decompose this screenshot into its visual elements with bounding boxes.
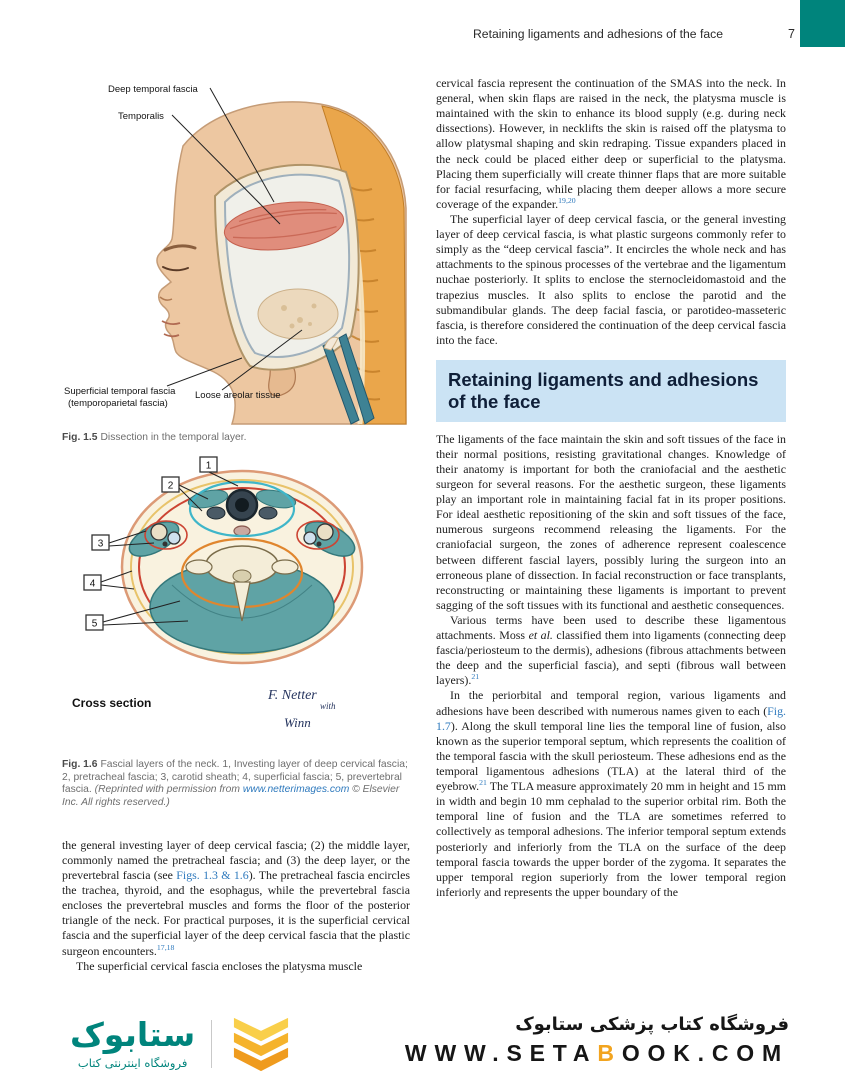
- store-url[interactable]: [405, 1040, 789, 1067]
- right-body-text-bottom: [436, 432, 786, 900]
- figure-caption-credit: [62, 784, 399, 808]
- text-run: the general investing layer of deep cervical fascia; (2) the middle layer, commonly named the pretracheal fascia; and (3) the deep layer, or the prevertebral fascia (see: [62, 837, 410, 883]
- footer-banner: [0, 1010, 845, 1080]
- text-run: cervical fascia represent the continuation of the SMAS into the neck. In general, when skin flaps are raised in the neck, the platysma muscle is maintained with the skin to enhance its blood supply (e.g. during neck dissections). However, in necklifts the skin is raised off the platysma to allow platysmal shaping and skin redraping. Tissue expanders placed in the neck could be placed either deep or superficial to the platysma. Placing them superficially will create thinner flaps that are more suitable for facial resurfacing, while placing them deeper allows a more secure coverage of the expander.: [436, 76, 786, 211]
- cross-reference-link[interactable]: Figs. 1.3 & 1.6: [176, 868, 249, 883]
- running-title: Retaining ligaments and adhesions of the face: [472, 27, 723, 41]
- right-body-text-top: [436, 76, 786, 348]
- logo-tagline: فروشگاه اینترنتی کتاب: [77, 1056, 188, 1071]
- body-paragraph: [436, 432, 786, 613]
- artist-signature-with: with: [320, 700, 336, 711]
- figure-caption-label: Fig. 1.6: [62, 758, 98, 770]
- text-run: The ligaments of the face maintain the skin and soft tissues of the face in their normal positions, resisting gravitational changes. Knowledge of their anatomy is important for both the craniofacial and the aesthetic surgeon for several reasons. For the aesthetic surgeon, these ligaments play an important role in maintaining facial fat in its proper positions. For ideal aesthetic repositioning of the skin and soft tissues of the face, numerous surgeons recommend releasing the ligaments. For the craniofacial surgeon, the zones of adherence represent coalescence between different fascial layers, possibly luring the surgeon into an erroneous plane of dissection. In facial reconstruction or face transplants, reconstructing or maintaining these ligaments is important to prevent sagging of the soft tissues with its functional and aesthetic consequences.: [436, 431, 786, 612]
- page-number: 7: [788, 27, 795, 41]
- artist-signature: F. Netter: [268, 687, 317, 703]
- logo-text-block: [70, 1014, 196, 1071]
- left-body-text: [62, 838, 410, 974]
- figure-1-5-illustration: [62, 76, 410, 428]
- figure-1-6-cross-section: [62, 455, 410, 755]
- artist-signature-2: Winn: [284, 714, 311, 730]
- number-label-1: 1: [205, 460, 212, 472]
- text-run: Various terms have been used to describe these ligamentous attachments. Moss: [436, 612, 786, 643]
- body-paragraph: [436, 613, 786, 689]
- text-run: ). Along the skull temporal line lies the temporal line of fusion, also known as the superior temporal septum, which represents the coalition of the temporal fascia with the skull periosteum. These adhesions end as the temporal ligamentous adhesions (TLA) at the lateral third of the eyebrow.: [436, 718, 786, 794]
- text-run: classified them into ligaments (connecting deep fascia/periosteum to the dermis), adhesions (fibrous attachments between the deep and the superficial fascia), and septi (fibrous wall between layers).: [436, 628, 786, 688]
- netterimages-link[interactable]: www.netterimages.com: [242, 784, 350, 796]
- label-superficial-temporal-fascia: Superficial temporal fascia: [64, 386, 176, 397]
- text-run: The superficial cervical fascia encloses the platysma muscle: [76, 958, 363, 973]
- body-paragraph: [436, 212, 786, 348]
- url-highlight-letter: B: [597, 1040, 622, 1066]
- cross-reference-link[interactable]: Fig. 1.7: [436, 703, 786, 733]
- credit-text: (Reprinted with permission from: [94, 784, 243, 796]
- trachea-lumen: [235, 498, 249, 512]
- store-title: فروشگاه کتاب پزشکی ستابوک: [515, 1014, 789, 1035]
- logo-wordmark: ستابوک: [70, 1014, 196, 1054]
- label-temporoparietal-fascia: (temporoparietal fascia): [68, 398, 168, 409]
- chapter-tab-marker: [800, 0, 845, 47]
- url-part-1: WWW.SETA: [404, 1040, 598, 1066]
- label-temporalis: Temporalis: [118, 111, 164, 122]
- esophagus: [234, 526, 250, 536]
- footer-store-info: [405, 1014, 789, 1067]
- body-paragraph: [436, 688, 786, 900]
- thyroid-lobe-left: [207, 507, 225, 519]
- number-label-5: 5: [91, 618, 98, 630]
- figure-1-6-caption: [62, 759, 410, 810]
- figure-caption-text: Fascial layers of the neck. 1, Investing layer of deep cervical fascia; 2, pretracheal fascia; 3, carotid sheath; 4, superficial fascia; 5, prevertebral fascia.: [62, 758, 408, 796]
- section-heading: Retaining ligaments and adhesions of the face: [436, 360, 786, 422]
- credit-text-end: © Elsevier Inc. All rights reserved.): [62, 784, 400, 809]
- figure-1-5-caption: [62, 432, 410, 445]
- citation-superscript[interactable]: 17,18: [156, 942, 175, 952]
- body-paragraph: [62, 959, 410, 974]
- thyroid-lobe-right: [259, 507, 277, 519]
- label-loose-areolar-tissue: Loose areolar tissue: [195, 390, 281, 401]
- text-run: In the periorbital and temporal region, various ligaments and adhesions have been described with numerous names given to each (: [436, 688, 786, 718]
- stacked-chevrons-icon: [228, 1016, 294, 1072]
- text-run: ). The pretracheal fascia encircles the trachea, thyroid, and the esophagus, while the prevertebral fascia encloses the prevertebral muscles and forms the floor of the posterior triangle of the neck. For practical purposes, it is the superficial cervical fascia and the superficial layer of the deep cervical fascia that the plastic surgeon encounters.: [62, 868, 410, 958]
- citation-superscript[interactable]: 21: [479, 778, 487, 788]
- figure-caption-label: Fig. 1.5: [62, 432, 98, 443]
- body-paragraph: [62, 838, 410, 959]
- citation-superscript[interactable]: 19,20: [558, 195, 576, 205]
- logo-divider: [211, 1020, 212, 1068]
- url-part-2: OOK.COM: [621, 1040, 789, 1066]
- italic-run: et al.: [528, 628, 553, 643]
- text-run: The superficial layer of deep cervical fascia, or the general investing layer of deep cervical fascia, is what plastic surgeons commonly refer to simply as the “deep cervical fascia”. It encircles the whole neck and has attachments to the spinous processes of the vertebrae and the ligamentum nuchae posteriorly. It splits to enclose the sternocleidomastoid and the trapezius muscles. It also splits to enclose the parotid and the submandibular glands. The deep facial fascia, or parotideo-masseteric fascia, is therefore considered the continuation of the deep cervical fascia into the face.: [436, 211, 786, 347]
- number-label-2: 2: [167, 480, 174, 492]
- text-run: The TLA measure approximately 20 mm in height and 15 mm in width and begin 10 mm cephalad to the superior orbital rim. Both the temporal line of fusion and the TLA are sometimes referred to collectively as temporal adhesions. The inferior temporal septum extends posteriorly and inferiorly from the TLA on the surface of the deep temporal fascia towards the upper border of the zygoma. It separates the upper temporal region superiorly from the lower temporal region inferiorly and represents the upper boundary of the: [436, 779, 786, 899]
- setabook-logo[interactable]: [70, 1016, 294, 1072]
- label-deep-temporal-fascia: Deep temporal fascia: [108, 84, 198, 95]
- right-column: [436, 76, 786, 900]
- body-paragraph: [436, 76, 786, 212]
- left-column: [62, 76, 410, 974]
- citation-superscript[interactable]: 21: [471, 672, 480, 682]
- loose-areolar-region: [258, 289, 338, 339]
- number-label-3: 3: [97, 538, 104, 550]
- figure-caption-text: Dissection in the temporal layer.: [100, 432, 247, 443]
- cross-section-label: Cross section: [72, 695, 152, 710]
- number-label-4: 4: [89, 578, 96, 590]
